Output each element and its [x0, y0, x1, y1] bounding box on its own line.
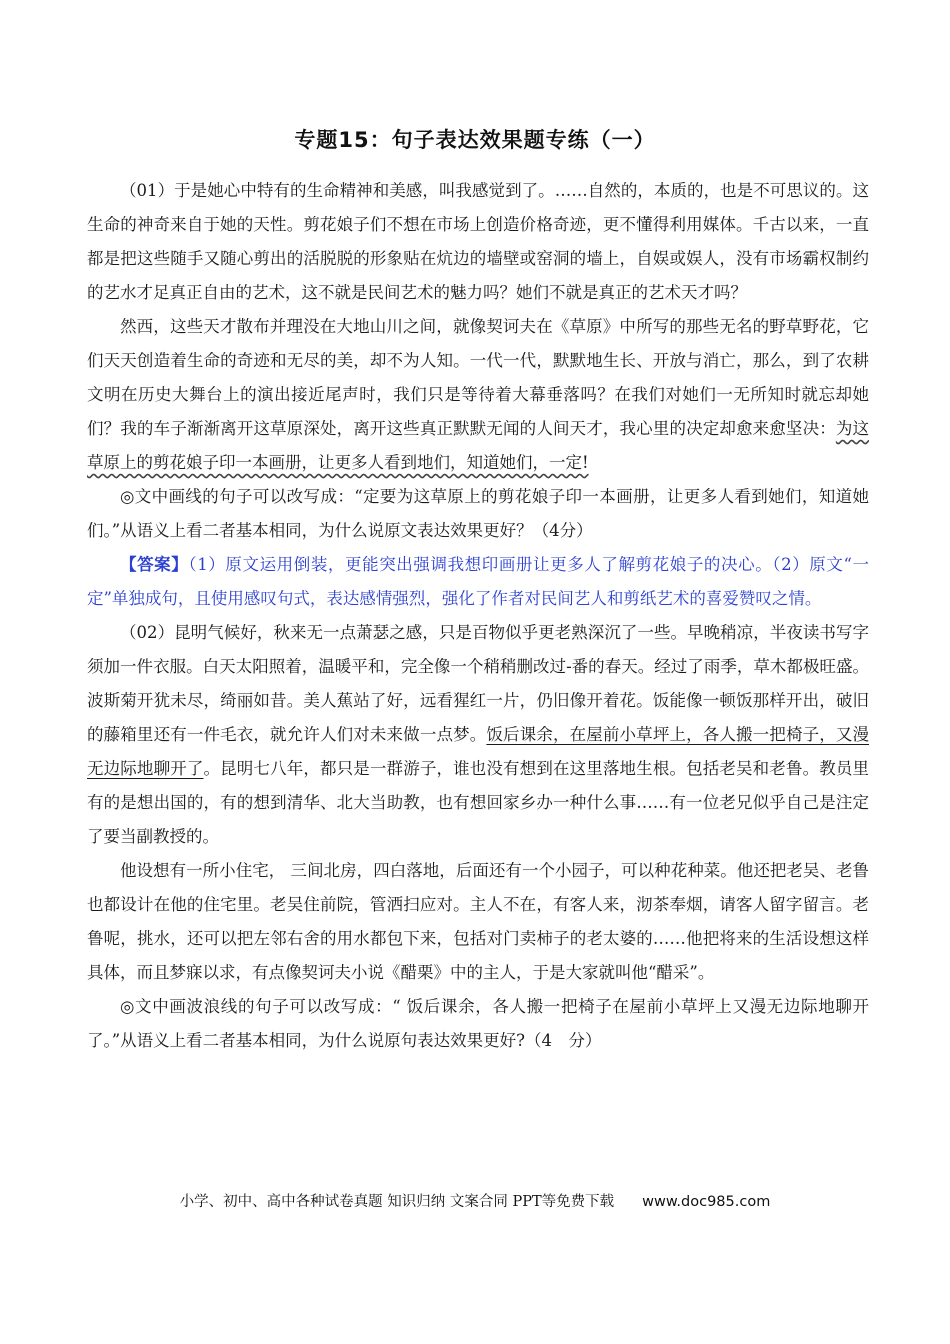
paragraph-02 [87, 310, 869, 480]
document-body [87, 174, 869, 1058]
paragraph-03-end: 。昆明七八年，都只是一群游子，谁也没有想到在这里落地生根。包括老吴和老鲁。教员里有的是想出国的，有的想到清华、北大当助教，也有想回家乡办一种什么事……有一位老兄似乎自己是注定了要当副教授的。 [87, 759, 870, 846]
question-1: ◎文中画线的句子可以改写成：“定要为这草原上的剪花娘子印一本画册，让更多人看到她们，知道她们。”从语义上看二者基本相同，为什么说原文表达效果更好？（4分） [87, 487, 869, 540]
paragraph-02-text: 然西，这些天才散布并理没在大地山川之间，就像契诃夫在《草原》中所写的那些无名的野草野花，它们天天创造着生命的奇迹和无尽的美，却不为人知。一代一代，默默地生长、开放与消亡，那么，到了农耕文明在历史大舞台上的演出接近尾声时，我们只是等待着大幕垂落吗？在我们对她们一无所知时就忘却她们？我的车子渐渐离开这草原深处，离开这些真正默默无闻的人间天才，我心里的决定却愈来愈坚决： [87, 317, 869, 438]
answer-tag: 【答案】 [120, 555, 189, 574]
paragraph-03 [87, 616, 869, 854]
document-title: 专题15：句子表达效果题专练（一） [294, 128, 656, 152]
page-footer [0, 1190, 950, 1211]
paragraph-01: （01）于是她心中特有的生命精神和美感，叫我感觉到了。……自然的，本质的，也是不可思议的。这生命的神奇来自于她的天性。剪花娘子们不想在市场上创造价格奇迹，更不懂得利用媒体。千古以来，一直都是把这些随手又随心剪出的活脱脱的形象贴在炕边的墙壁或窑洞的墙上，自娱或娱人，没有市场霸权制约的艺水才足真正自由的艺术，这不就是民间艺术的魅力吗？她们不就是真正的艺术天才吗？ [87, 181, 869, 302]
answer-block [87, 548, 869, 616]
question-2: ◎文中画波浪线的句子可以改写成：“ 饭后课余，各人搬一把椅子在屋前小草坪上又漫无边际地聊开了。”从语义上看二者基本相同，为什么说原句表达效果更好?（4 分） [87, 997, 869, 1050]
paragraph-04: 他设想有一所小住宅， 三间北房，四白落地，后面还有一个小园子，可以种花种菜。他还把老吴、老鲁也都设计在他的住宅里。老吴住前院，管洒扫应对。主人不在，有客人来，沏茶奉烟，请客人留字留言。老鲁呢，挑水，还可以把左邻右舍的用水都包下来，包括对门卖柿子的老太婆的……他把将来的生活设想这样具体，而且梦寐以求，有点像契诃夫小说《醋栗》中的主人，于是大家就叫他“醋采”。 [87, 861, 869, 982]
answer-text: （1）原文运用倒装，更能突出强调我想印画册让更多人了解剪花娘子的决心。（2）原文“一定”单独成句，且使用感叹句式，表达感情强烈，强化了作者对民间艺人和剪纸艺术的喜爱赞叹之情。 [87, 555, 870, 608]
underlined-sentence: 饭后课余，在屋前小草坪上，各人搬一把椅子，又漫无边际地聊开了 [87, 725, 870, 778]
footer-site-link[interactable]: www.doc985.com [642, 1194, 771, 1210]
footer-text: 小学、初中、高中各种试卷真题 知识归纳 文案合同 PPT等免费下载 [179, 1194, 615, 1210]
wavy-underlined-sentence: 为这草原上的剪花娘子印一本画册，让更多人看到地们，知道她们，一定! [87, 419, 870, 472]
paragraph-03-start: （02）昆明气候好，秋来无一点萧瑟之感，只是百物似乎更老熟深沉了一些。早晚稍凉，半夜读书写字须加一件衣服。白天太阳照着，温暖平和，完全像一个稍稍删改过-番的春天。经过了雨季，草木都极旺盛。波斯菊开犹未尽，绮丽如昔。美人蕉站了好，远看猩红一片，仍旧像开着花。饭能像一顿饭那样开出，破旧的藤箱里还有一件毛衣，就允许人们对未来做一点梦。 [87, 623, 869, 744]
